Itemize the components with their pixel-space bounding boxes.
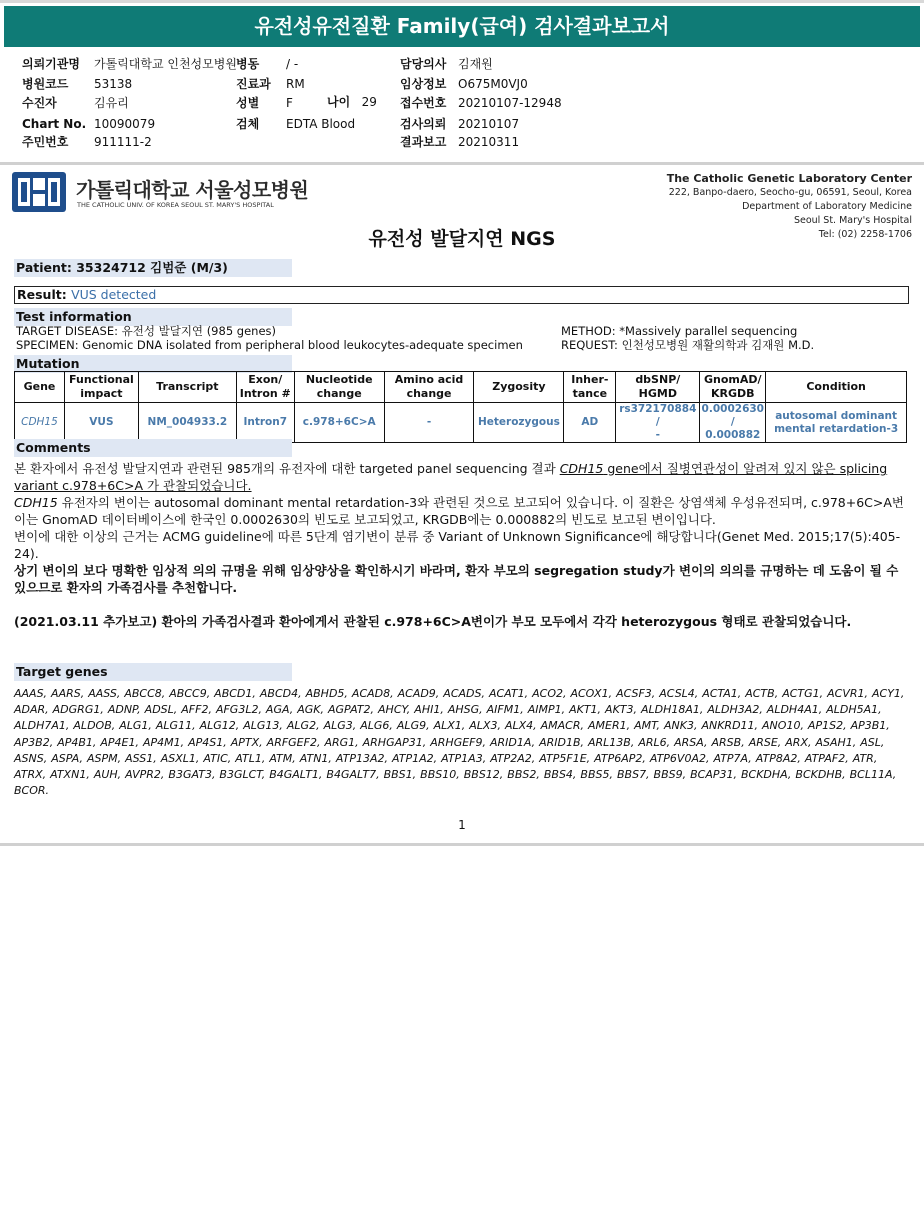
request: REQUEST: 인천성모병원 재활의학과 김재원 M.D.: [561, 338, 815, 352]
mutation-header-text: Gene: [23, 380, 56, 393]
mutation-header-cell: [616, 372, 700, 403]
mutation-header-text: impact: [80, 387, 123, 400]
mutation-cell: [564, 403, 616, 443]
mutation-header-text: Inher-: [571, 373, 609, 386]
test-info-heading: Test information: [14, 308, 292, 326]
info-row: [22, 115, 155, 133]
mutation-header-text: Amino acid: [394, 373, 464, 386]
mutation-cell-text: -: [426, 416, 432, 428]
comment-gene: CDH15: [14, 495, 58, 510]
comment-paragraph: 변이에 대한 이상의 근거는 ACMG guideline에 따른 5단계 염기변이 분류 중 Variant of Unknown Significance에 해당합니다(Genet Med. 2015;17(5):405-24).: [14, 529, 901, 561]
info-value: 53138: [94, 77, 133, 91]
mutation-cell-text: mental retardation-3: [774, 422, 899, 435]
age-key: 나이: [327, 95, 351, 109]
info-value: 20210107-12948: [458, 96, 562, 110]
mutation-header-text: change: [316, 387, 362, 400]
info-row: [236, 75, 305, 93]
mutation-header-text: Transcript: [156, 380, 219, 393]
info-value: 김유리: [94, 96, 129, 110]
mutation-header-cell: [15, 372, 65, 403]
mutation-cell-text: 0.000882: [705, 429, 761, 441]
mutation-header-text: tance: [572, 387, 608, 400]
info-value: 가톨릭대학교 인천성모병원: [94, 57, 237, 71]
info-row: [400, 94, 562, 112]
mutation-cell: [474, 403, 564, 443]
lab-address-line: 222, Banpo-daero, Seocho-gu, 06591, Seoul, Korea: [668, 187, 912, 198]
info-key: 수진자: [22, 96, 57, 110]
info-key: 검체: [236, 117, 260, 131]
mutation-cell-text: NM_004933.2: [147, 416, 228, 428]
hospital-name-kr: 가톨릭대학교 서울성모병원: [76, 178, 309, 202]
mutation-cell-text: Heterozygous: [477, 416, 560, 428]
report-title: 유전성 발달지연 NGS: [368, 228, 556, 250]
info-row: [236, 94, 293, 112]
age-field: [327, 93, 377, 111]
comment-text: 본 환자에서 유전성 발달지연과 관련된 985개의 유전자에 대한 targeted panel sequencing 결과: [14, 461, 560, 476]
target-disease: TARGET DISEASE: 유전성 발달지연 (985 genes): [16, 324, 277, 338]
mutation-header-cell: [138, 372, 236, 403]
mutation-cell-text: AD: [581, 416, 599, 428]
info-key: 임상정보: [400, 77, 447, 91]
mutation-cell: [766, 403, 907, 443]
mutation-header-cell: [766, 372, 907, 403]
info-row: [400, 75, 528, 93]
mutation-header-text: change: [406, 387, 452, 400]
target-genes-list: AAAS, AARS, AASS, ABCC8, ABCC9, ABCD1, ABCD4, ABHD5, ACAD8, ACAD9, ACADS, ACAT1, ACO2, ACOX1, ACSF3, ACSL4, ACTA1, ACTB, ACTG1, ACVR1, ACY1, ADAR, ADGRG1, ADNP, ADSL, AFF2, AFG3L2, AGA, AGK, AGPAT2, AHCY, AHI1, AHSG, AIFM1, AIMP1, AKT1, AKT3, ALDH18A1, ALDH3A2, ALDH4A1, ALDH5A1, ALDH7A1, ALDOB, ALG1, ALG11, ALG12, ALG13, ALG2, ALG3, ALG6, ALG9, ALX1, ALX3, ALX4, AMACR, AMER1, AMT, ANK3, ANKRD11, ANO10, AP1S2, AP3B1, AP3B2, AP4B1, AP4E1, AP4M1, AP4S1, APTX, ARFGEF2, ARG1, ARHGAP31, ARHGEF9, ARID1A, ARID1B, ARL13B, ARL6, ARSA, ARSB, ARSE, ARX, ASAH1, ASL, ASNS, ASPA, ASPM, ASS1, ASXL1, ATIC, ATL1, ATM, ATN1, ATP13A2, ATP1A2, ATP1A3, ATP2A2, ATP5F1E, ATP6AP2, ATP6V0A2, ATP7A, ATP8A2, ATPAF2, ATR, ATRX, ATXN1, AUH, AVPR2, B3GAT3, B3GLCT, B4GALT1, B4GALT7, BBS1, BBS10, BBS12, BBS2, BBS4, BBS5, BBS7, BBS9, BCAP31, BCKDHA, BCKDHB, BCL11A, BCOR.: [14, 687, 905, 798]
info-row: [400, 55, 493, 73]
mutation-table: [14, 371, 907, 443]
result-label: Result:: [17, 287, 67, 302]
info-row: [236, 115, 355, 133]
comment-additional-report: (2021.03.11 추가보고) 환아의 가족검사결과 환아에게서 관찰된 c.978+6C>A변이가 부모 모두에서 각각 heterozygous 형태로 관찰되었습니다.: [14, 614, 852, 629]
header-divider: [0, 162, 924, 165]
mutation-cell: [236, 403, 294, 443]
info-value: EDTA Blood: [286, 117, 356, 131]
mutation-cell: [15, 403, 65, 443]
comment-recommendation: 상기 변이의 보다 명확한 임상적 의의 규명을 위해 임상양상을 확인하시기 바라며, 환자 부모의 segregation study가 변이의 의의를 규명하는 데 도움이 될 수 있으므로 환자의 가족검사를 추천합니다.: [14, 563, 899, 595]
mutation-header-text: Exon/: [248, 373, 283, 386]
info-row: [400, 133, 519, 151]
mutation-header-cell: [64, 372, 138, 403]
mutation-header-text: HGMD: [638, 387, 677, 400]
hospital-logo-icon: [12, 172, 66, 212]
info-row: [22, 75, 132, 93]
mutation-header-cell: [700, 372, 766, 403]
info-key: Chart No.: [22, 117, 87, 131]
mutation-header-cell: [236, 372, 294, 403]
mutation-cell-text: rs372170884 /: [619, 403, 697, 428]
lab-tel: Tel: (02) 2258-1706: [818, 229, 912, 240]
patient-heading: Patient: 35324712 김범준 (M/3): [14, 259, 292, 277]
mutation-header-text: Nucleotide: [305, 373, 373, 386]
result-value: VUS detected: [71, 287, 157, 302]
mutation-cell-text: 0.0002630 /: [701, 403, 764, 428]
mutation-cell-text: c.978+6C>A: [302, 416, 376, 428]
info-row: [400, 115, 519, 133]
lab-name: The Catholic Genetic Laboratory Center: [666, 172, 912, 185]
top-border: [0, 0, 924, 3]
mutation-header-text: KRGDB: [711, 387, 755, 400]
info-key: 주민번호: [22, 135, 69, 149]
mutation-header-text: Condition: [806, 380, 866, 393]
info-key: 진료과: [236, 77, 271, 91]
result-box: [14, 286, 909, 304]
comment-gene-underlined: CDH15: [559, 461, 604, 476]
mutation-header-text: Intron #: [239, 387, 291, 400]
method: METHOD: *Massively parallel sequencing: [561, 324, 798, 338]
mutation-header-cell: [294, 372, 384, 403]
target-genes-heading: Target genes: [14, 663, 292, 681]
mutation-cell-text: CDH15: [21, 416, 58, 428]
info-value: 김재원: [458, 57, 493, 71]
mutation-cell-text: VUS: [89, 416, 114, 428]
info-row: [22, 133, 152, 151]
mutation-cell-text: -: [655, 429, 660, 441]
mutation-header-text: GnomAD/: [704, 373, 762, 386]
info-key: 성별: [236, 96, 260, 110]
mutation-heading: Mutation: [14, 355, 292, 373]
specimen: SPECIMEN: Genomic DNA isolated from peripheral blood leukocytes-adequate specimen: [16, 338, 523, 352]
mutation-cell: [700, 403, 766, 443]
info-value: 911111-2: [94, 135, 152, 149]
mutation-cell: [616, 403, 700, 443]
mutation-cell: [64, 403, 138, 443]
info-key: 병원코드: [22, 77, 69, 91]
report-banner-title: 유전성유전질환 Family(급여) 검사결과보고서: [4, 6, 920, 47]
info-key: 결과보고: [400, 135, 447, 149]
comments-body: [14, 460, 909, 630]
info-row: [236, 55, 298, 73]
mutation-header-text: Zygosity: [492, 380, 546, 393]
comment-paragraph: [14, 494, 909, 528]
mutation-header-cell: [474, 372, 564, 403]
info-key: 담당의사: [400, 57, 447, 71]
info-value: 20210107: [458, 117, 520, 131]
page-number: 1: [458, 818, 466, 832]
age-value: 29: [361, 95, 377, 109]
comments-heading: Comments: [14, 439, 292, 457]
mutation-row: [15, 403, 907, 443]
info-value: / -: [286, 57, 299, 71]
mutation-cell: [138, 403, 236, 443]
info-value: F: [286, 96, 293, 110]
comment-variant-underlined: gene에서 질병연관성이 알려져 있지 않은 splicing variant c.978+6C>A 가 관찰되었습니다.: [14, 461, 888, 493]
info-value: 20210311: [458, 135, 520, 149]
mutation-header-cell: [564, 372, 616, 403]
mutation-cell-text: autosomal dominant: [775, 409, 898, 422]
info-key: 검사의뢰: [400, 117, 447, 131]
comment-text: 유전자의 변이는 autosomal dominant mental retardation-3와 관련된 것으로 보고되어 있습니다. 이 질환은 상염색체 우성유전되며, c.978+6C>A변이는 GnomAD 데이터베이스에 한국인 0.0002630의 빈도로 보고되었고, KRGDB에는 0.000882의 빈도로 보고된 변이입니다.: [14, 495, 904, 527]
mutation-header-text: Functional: [69, 373, 134, 386]
mutation-header-row: [15, 372, 907, 403]
lab-hospital: Seoul St. Mary's Hospital: [793, 215, 912, 226]
info-key: 병동: [236, 57, 260, 71]
mutation-header-cell: [384, 372, 474, 403]
comment-paragraph: [14, 460, 909, 494]
page-bottom-divider: [0, 843, 924, 846]
lab-department: Department of Laboratory Medicine: [742, 201, 912, 212]
info-key: 의뢰기관명: [22, 57, 80, 71]
info-value: O675M0VJ0: [458, 77, 528, 91]
hospital-name-en: THE CATHOLIC UNIV. OF KOREA SEOUL ST. MARY'S HOSPITAL: [77, 201, 274, 209]
info-value: 10090079: [94, 117, 156, 131]
mutation-cell-text: Intron7: [243, 416, 288, 428]
mutation-cell: [294, 403, 384, 443]
info-key: 접수번호: [400, 96, 447, 110]
mutation-header-text: dbSNP/: [635, 373, 681, 386]
mutation-cell: [384, 403, 474, 443]
info-row: [22, 55, 237, 73]
info-value: RM: [286, 77, 305, 91]
info-row: [22, 94, 129, 112]
